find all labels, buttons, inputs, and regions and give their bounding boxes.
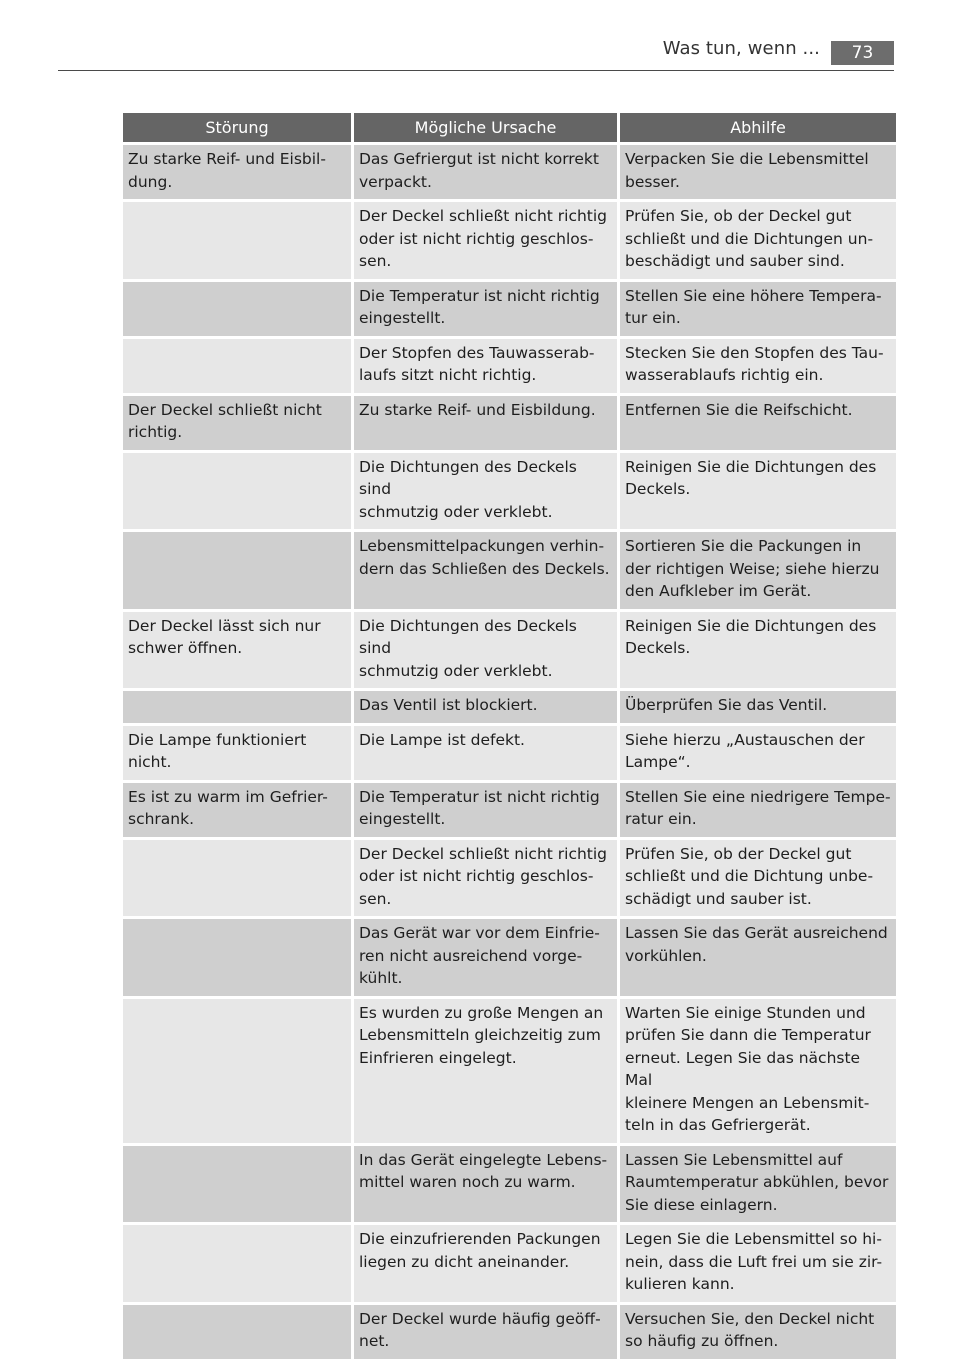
cell-problem	[123, 999, 351, 1143]
table-row	[123, 532, 896, 609]
cell-problem	[123, 919, 351, 996]
section-title: Was tun, wenn ...	[662, 38, 820, 59]
cell-cause: Der Deckel schließt nicht richtig oder ist nicht richtig geschlos- sen.	[354, 840, 617, 917]
column-header-abhilfe: Abhilfe	[620, 113, 896, 142]
cell-cause: Der Deckel schließt nicht richtig oder ist nicht richtig geschlos- sen.	[354, 202, 617, 279]
cell-remedy: Versuchen Sie, den Deckel nicht so häufig zu öffnen.	[620, 1305, 896, 1359]
table-row	[123, 612, 896, 689]
cell-remedy: Sortieren Sie die Packungen in der richtigen Weise; siehe hierzu den Aufkleber im Gerät.	[620, 532, 896, 609]
cell-remedy: Prüfen Sie, ob der Deckel gut schließt und die Dichtungen un- beschädigt und sauber sind.	[620, 202, 896, 279]
cell-problem: Zu starke Reif- und Eisbil- dung.	[123, 145, 351, 199]
cell-remedy: Legen Sie die Lebensmittel so hi- nein, dass die Luft frei um sie zir- kulieren kann.	[620, 1225, 896, 1302]
cell-remedy: Warten Sie einige Stunden und prüfen Sie dann die Temperatur erneut. Legen Sie das nächste Mal kleinere Mengen an Lebensmit- teln in das Gefriergerät.	[620, 999, 896, 1143]
table-row	[123, 1146, 896, 1223]
troubleshooting-table	[120, 110, 899, 1362]
cell-problem: Es ist zu warm im Gefrier- schrank.	[123, 783, 351, 837]
cell-problem	[123, 840, 351, 917]
table-row	[123, 282, 896, 336]
table-row	[123, 339, 896, 393]
cell-cause: Die einzufrierenden Packungen liegen zu dicht aneinander.	[354, 1225, 617, 1302]
table-row	[123, 396, 896, 450]
column-header-stoerung: Störung	[123, 113, 351, 142]
cell-problem	[123, 691, 351, 723]
table-row	[123, 1225, 896, 1302]
cell-remedy: Stellen Sie eine höhere Tempera- tur ein.	[620, 282, 896, 336]
cell-cause: Die Temperatur ist nicht richtig eingestellt.	[354, 783, 617, 837]
cell-problem	[123, 1225, 351, 1302]
cell-problem: Der Deckel schließt nicht richtig.	[123, 396, 351, 450]
cell-cause: Das Gefriergut ist nicht korrekt verpackt.	[354, 145, 617, 199]
cell-cause: Der Stopfen des Tauwasserab- laufs sitzt nicht richtig.	[354, 339, 617, 393]
cell-cause: Es wurden zu große Mengen an Lebensmitteln gleichzeitig zum Einfrieren eingelegt.	[354, 999, 617, 1143]
cell-cause: Die Lampe ist defekt.	[354, 726, 617, 780]
table-header-row	[123, 113, 896, 142]
cell-remedy: Überprüfen Sie das Ventil.	[620, 691, 896, 723]
table-row	[123, 453, 896, 530]
cell-problem	[123, 453, 351, 530]
cell-remedy: Stellen Sie eine niedrigere Tempe- ratur ein.	[620, 783, 896, 837]
cell-cause: Das Ventil ist blockiert.	[354, 691, 617, 723]
cell-problem: Der Deckel lässt sich nur schwer öffnen.	[123, 612, 351, 689]
table-row	[123, 726, 896, 780]
cell-remedy: Reinigen Sie die Dichtungen des Deckels.	[620, 612, 896, 689]
page-number: 73	[831, 41, 894, 65]
table-row	[123, 145, 896, 199]
cell-problem	[123, 339, 351, 393]
table-row	[123, 840, 896, 917]
cell-cause: In das Gerät eingelegte Lebens- mittel waren noch zu warm.	[354, 1146, 617, 1223]
cell-cause: Die Dichtungen des Deckels sind schmutzig oder verklebt.	[354, 453, 617, 530]
cell-remedy: Verpacken Sie die Lebensmittel besser.	[620, 145, 896, 199]
table-row	[123, 691, 896, 723]
table-row	[123, 919, 896, 996]
cell-cause: Die Dichtungen des Deckels sind schmutzig oder verklebt.	[354, 612, 617, 689]
cell-cause: Lebensmittelpackungen verhin- dern das Schließen des Deckels.	[354, 532, 617, 609]
cell-problem	[123, 1305, 351, 1359]
cell-problem: Die Lampe funktioniert nicht.	[123, 726, 351, 780]
cell-remedy: Lassen Sie das Gerät ausreichend vorkühlen.	[620, 919, 896, 996]
cell-cause: Zu starke Reif- und Eisbildung.	[354, 396, 617, 450]
cell-remedy: Entfernen Sie die Reifschicht.	[620, 396, 896, 450]
table-row	[123, 999, 896, 1143]
cell-remedy: Lassen Sie Lebensmittel auf Raumtemperatur abkühlen, bevor Sie diese einlagern.	[620, 1146, 896, 1223]
cell-cause: Die Temperatur ist nicht richtig eingestellt.	[354, 282, 617, 336]
column-header-ursache: Mögliche Ursache	[354, 113, 617, 142]
cell-remedy: Reinigen Sie die Dichtungen des Deckels.	[620, 453, 896, 530]
cell-remedy: Prüfen Sie, ob der Deckel gut schließt und die Dichtung unbe- schädigt und sauber ist.	[620, 840, 896, 917]
cell-problem	[123, 202, 351, 279]
cell-cause: Das Gerät war vor dem Einfrie- ren nicht ausreichend vorge- kühlt.	[354, 919, 617, 996]
cell-problem	[123, 1146, 351, 1223]
cell-problem	[123, 532, 351, 609]
cell-problem	[123, 282, 351, 336]
cell-cause: Der Deckel wurde häufig geöff- net.	[354, 1305, 617, 1359]
header-rule	[58, 70, 894, 71]
table-row	[123, 202, 896, 279]
table-row	[123, 1305, 896, 1359]
cell-remedy: Siehe hierzu „Austauschen der Lampe“.	[620, 726, 896, 780]
cell-remedy: Stecken Sie den Stopfen des Tau- wasserablaufs richtig ein.	[620, 339, 896, 393]
table-row	[123, 783, 896, 837]
